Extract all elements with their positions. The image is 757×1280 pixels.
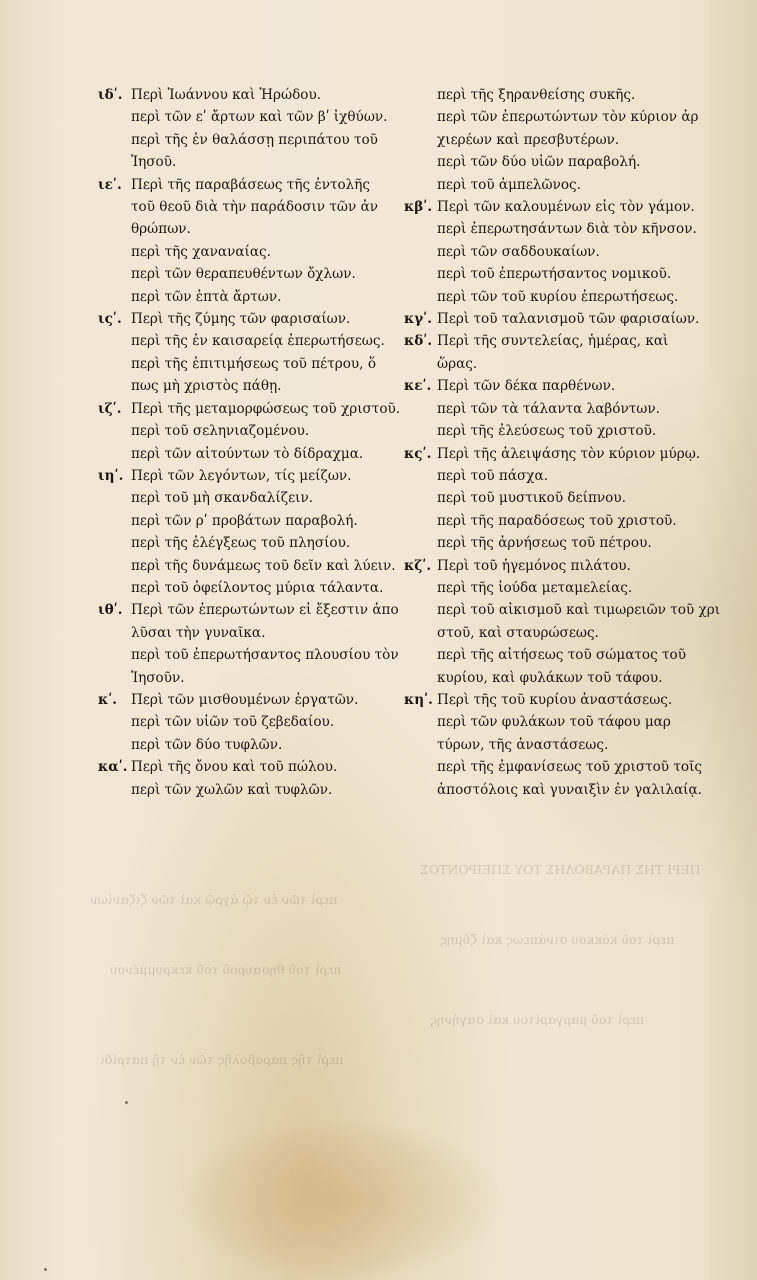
- toc-line: περὶ τοῦ πάσχα.: [437, 467, 549, 484]
- toc-entry: [98, 398, 401, 465]
- toc-line: περὶ τῆς ἐλεύσεως τοῦ χριστοῦ.: [437, 423, 657, 440]
- toc-line: περὶ τοῦ μυστικοῦ δείπνου.: [437, 490, 626, 507]
- toc-line: Ἰησοῦν.: [131, 669, 185, 686]
- toc-line: περὶ τοῦ ἐπερωτήσαντος πλουσίου τὸν: [131, 647, 399, 664]
- toc-line: Περὶ τοῦ ταλανισμοῦ τῶν φαρισαίων.: [437, 311, 700, 328]
- toc-line: Περὶ Ἰωάννου καὶ Ἡρώδου.: [131, 87, 322, 103]
- toc-line: περὶ τῶν αἰτούντων τὸ δίδραχμα.: [131, 445, 364, 462]
- toc-line: περὶ τοῦ αἰκισμοῦ καὶ τιμωρειῶν τοῦ χρι: [437, 602, 721, 619]
- toc-line: περὶ τῆς δυνάμεως τοῦ δεῖν καὶ λύειν.: [131, 557, 396, 574]
- toc-line: περὶ τοῦ ἀμπελῶνος.: [437, 176, 581, 193]
- toc-line: Περὶ τῶν δέκα παρθένων.: [437, 378, 616, 395]
- toc-line: περὶ τοῦ ἐπερωτήσαντος νομικοῦ.: [437, 266, 672, 283]
- toc-line: Περὶ τῆς παραβάσεως τῆς ἐντολῆς: [131, 176, 371, 193]
- toc-line: κυρίου, καὶ φυλάκων τοῦ τάφου.: [437, 669, 663, 686]
- chapter-number: κηʹ.: [404, 691, 433, 708]
- bleed-through-text: περὶ τοῦ μαργαρίτου καὶ σαγήνης: [430, 1012, 645, 1027]
- toc-line: περὶ τῆς ἰούδα μεταμελείας.: [437, 579, 633, 596]
- toc-line: ἀποστόλοις καὶ γυναιξὶν ἐν γαλιλαίᾳ.: [437, 781, 702, 798]
- toc-entry: [98, 689, 398, 756]
- bleed-through-text: περὶ τῆς παραβολῆς τῶν ἐν τῇ πατρίδι: [100, 1052, 344, 1067]
- bleed-through-text: ΠΕΡΙ ΤΗΣ ΠΑΡΑΒΟΛΗΣ ΤΟΥ ΣΠΕΙΡΟΝΤΟΣ: [420, 862, 701, 877]
- toc-line: περὶ τῆς ἐν θαλάσσῃ περιπάτου τοῦ: [131, 131, 378, 148]
- toc-line: περὶ τῆς αἰτήσεως τοῦ σώματος τοῦ: [437, 647, 687, 664]
- toc-entry: [404, 308, 724, 330]
- chapter-number: ιθʹ.: [98, 602, 123, 619]
- toc-line: Περὶ τῶν ἐπερωτώντων εἰ ἔξεστιν ἀπο: [131, 602, 399, 619]
- toc-entry: [404, 330, 724, 375]
- toc-line: περὶ τοῦ ὀφείλοντος μύρια τάλαντα.: [131, 579, 384, 596]
- chapter-number: κςʹ.: [404, 445, 432, 462]
- chapter-number: κεʹ.: [404, 378, 432, 395]
- toc-line: περὶ τῶν ἑπτὰ ἄρτων.: [131, 288, 282, 305]
- toc-line: Περὶ τῆς τοῦ κυρίου ἀναστάσεως.: [437, 691, 673, 708]
- chapter-number: κζʹ.: [404, 557, 432, 574]
- toc-line: περὶ τῆς χαναναίας.: [131, 243, 271, 260]
- chapter-number: καʹ.: [98, 759, 128, 776]
- chapter-number: κδʹ.: [404, 333, 433, 350]
- toc-line: περὶ τῶν δύο υἱῶν παραβολή.: [437, 154, 641, 171]
- chapter-number: κβʹ.: [404, 199, 433, 216]
- toc-entry: [404, 689, 724, 801]
- toc-line: περὶ τῶν ἐπερωτώντων τὸν κύριον ἀρ: [437, 109, 699, 126]
- toc-line: περὶ τῶν δύο τυφλῶν.: [131, 736, 283, 753]
- toc-line: περὶ τῶν εʹ ἄρτων καὶ τῶν βʹ ἰχθύων.: [131, 109, 388, 126]
- toc-line: Περὶ τοῦ ἡγεμόνος πιλάτου.: [437, 557, 631, 574]
- toc-line: λῦσαι τὴν γυναῖκα.: [131, 624, 266, 641]
- toc-entry: [404, 375, 724, 442]
- toc-line: Περὶ τῶν λεγόντων, τίς μείζων.: [131, 467, 352, 484]
- toc-line: Περὶ τῆς ζύμης τῶν φαρισαίων.: [131, 311, 351, 328]
- toc-line: ὥρας.: [437, 355, 478, 372]
- chapter-number: ιηʹ.: [98, 467, 124, 484]
- toc-line: πως μὴ χριστὸς πάθῃ.: [131, 378, 282, 395]
- toc-line: Περὶ τῆς μεταμορφώσεως τοῦ χριστοῦ.: [131, 400, 401, 417]
- toc-line: περὶ τῶν χωλῶν καὶ τυφλῶν.: [131, 781, 333, 798]
- toc-line: περὶ τῆς παραδόσεως τοῦ χριστοῦ.: [437, 512, 677, 529]
- chapter-number: κʹ.: [98, 691, 118, 708]
- toc-entry: [404, 443, 724, 555]
- toc-line: τύρων, τῆς ἀναστάσεως.: [437, 736, 609, 753]
- toc-entry: [404, 555, 724, 689]
- toc-line: περὶ ἐπερωτησάντων διὰ τὸν κῆνσον.: [437, 221, 697, 238]
- toc-line: περὶ τῆς ξηρανθείσης συκῆς.: [437, 87, 636, 103]
- bleed-through-text: περὶ τοῦ κόκκου σινάπεως καὶ ζύμης: [440, 932, 675, 947]
- toc-line: περὶ τῶν υἱῶν τοῦ ζεβεδαίου.: [131, 714, 335, 731]
- chapter-number: ιεʹ.: [98, 176, 122, 193]
- water-stain: [180, 1120, 500, 1280]
- toc-line: Περὶ τῆς ἀλειψάσης τὸν κύριον μύρῳ.: [437, 445, 701, 462]
- toc-line: στοῦ, καὶ σταυρώσεως.: [437, 624, 599, 641]
- toc-line: περὶ τῶν φυλάκων τοῦ τάφου μαρ: [437, 714, 671, 731]
- toc-line: χιερέων καὶ πρεσβυτέρων.: [437, 131, 620, 148]
- toc-line: περὶ τοῦ μὴ σκανδαλίζειν.: [131, 490, 314, 507]
- toc-line: περὶ τῆς ἐπιτιμήσεως τοῦ πέτρου, ὅ: [131, 355, 376, 372]
- toc-line: περὶ τῶν τοῦ κυρίου ἐπερωτήσεως.: [437, 288, 679, 305]
- toc-line: περὶ τῆς ἀρνήσεως τοῦ πέτρου.: [437, 535, 652, 552]
- toc-entry: [98, 465, 398, 599]
- toc-line: Ἰησοῦ.: [131, 154, 177, 171]
- ink-speck: [44, 1268, 47, 1271]
- chapter-number: ιςʹ.: [98, 311, 122, 328]
- toc-line: Περὶ τῆς ὄνου καὶ τοῦ πώλου.: [131, 759, 338, 776]
- bleed-through-text: περὶ τῶν ἐν τῷ ἀγρῷ καὶ τῶν ζιζανίων: [90, 892, 338, 907]
- toc-entry: [404, 196, 724, 308]
- toc-entry: [98, 308, 398, 398]
- toc-line: περὶ τῆς ἐμφανίσεως τοῦ χριστοῦ τοῖς: [437, 759, 703, 776]
- toc-entry: [404, 84, 724, 196]
- bleed-through-text: περὶ τοῦ θησαυροῦ τοῦ κεκρυμμένου: [110, 962, 342, 977]
- toc-entry: [98, 84, 398, 174]
- toc-line: περὶ τῶν θεραπευθέντων ὄχλων.: [131, 266, 356, 283]
- chapter-number: κγʹ.: [404, 311, 432, 328]
- toc-entry: [98, 756, 398, 801]
- toc-line: Περὶ τῆς συντελείας, ἡμέρας, καὶ: [437, 333, 669, 350]
- left-column: [98, 84, 401, 801]
- ink-speck: [125, 1101, 128, 1104]
- toc-line: θρώπων.: [131, 221, 191, 238]
- toc-line: περὶ τοῦ σεληνιαζομένου.: [131, 423, 310, 440]
- toc-line: Περὶ τῶν καλουμένων εἰς τὸν γάμον.: [437, 199, 695, 216]
- toc-line: περὶ τῶν σαδδουκαίων.: [437, 243, 600, 260]
- chapter-number: ιζʹ.: [98, 400, 122, 417]
- toc-entry: [98, 599, 398, 689]
- toc-line: περὶ τῆς ἐν καισαρείᾳ ἐπερωτήσεως.: [131, 333, 385, 350]
- toc-line: περὶ τῶν ρʹ προβάτων παραβολή.: [131, 512, 358, 529]
- toc-line: τοῦ θεοῦ διὰ τὴν παράδοσιν τῶν ἀν: [131, 199, 379, 216]
- toc-line: Περὶ τῶν μισθουμένων ἐργατῶν.: [131, 691, 359, 708]
- toc-line: περὶ τῶν τὰ τάλαντα λαβόντων.: [437, 400, 660, 417]
- right-column: [404, 84, 724, 801]
- toc-entry: [98, 174, 398, 308]
- toc-line: περὶ τῆς ἐλέγξεως τοῦ πλησίου.: [131, 535, 351, 552]
- chapter-number: ιδʹ.: [98, 87, 123, 103]
